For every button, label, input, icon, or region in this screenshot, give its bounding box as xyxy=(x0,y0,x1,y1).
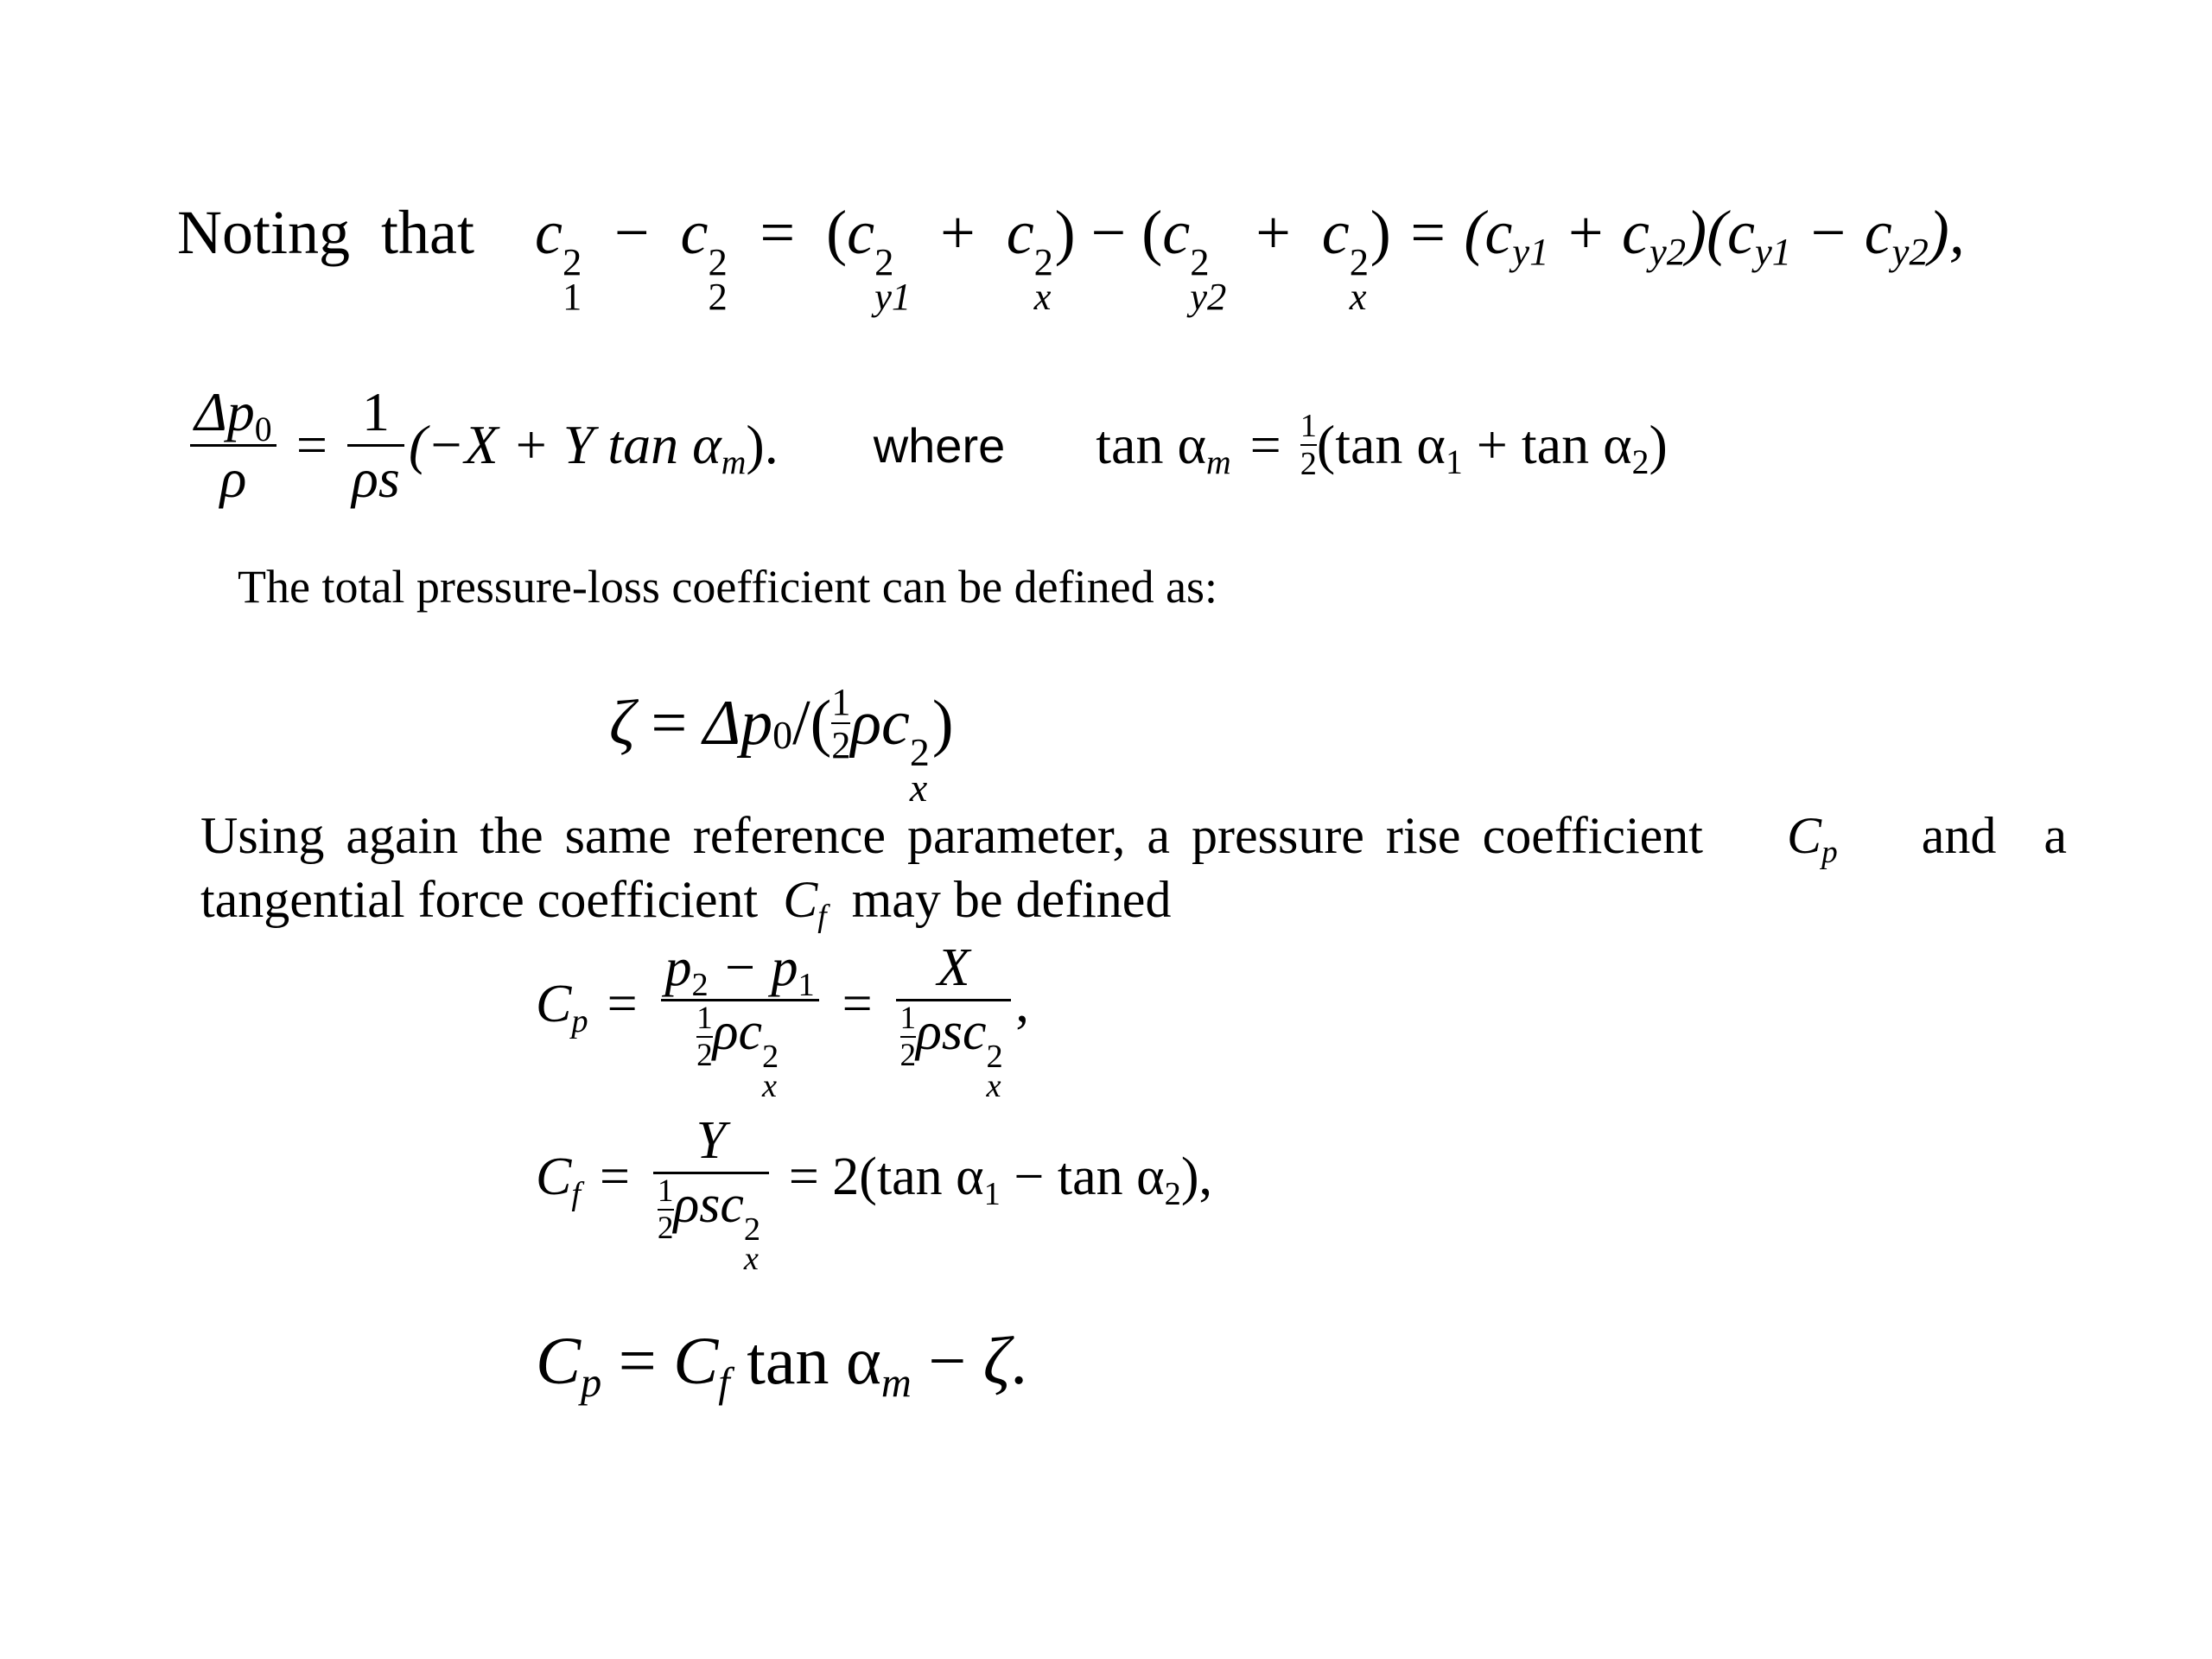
zeta-definition: ζ = Δp $_0$ /( 1 2 ρc 2 x ) xyxy=(609,680,954,810)
tan-sum: (tan $\alpha_1 + \tan \alpha_2$) xyxy=(1316,414,1668,481)
tan-alpha-m: $\tan \alpha_m$ xyxy=(1096,414,1231,481)
paragraph-line-2: tangential force coefficient xyxy=(200,871,759,928)
cf-symbol: $C_f$ xyxy=(783,871,827,935)
c2-squared: c 2 2 xyxy=(680,198,728,318)
y-force-fraction: Y $\frac{1}{2}$ ρsc 2 x xyxy=(653,1110,769,1244)
equals-sign-2: = xyxy=(1249,414,1281,476)
cy1-squared: c 2 y1 xyxy=(847,198,912,318)
may-be-defined: may be defined xyxy=(851,871,1172,928)
close-paren: ) xyxy=(1370,198,1391,267)
cy2-squared: c 2 y2 xyxy=(1162,198,1227,318)
delta-p0-over-rho: $\frac{\Delta p_0}{\rho}$ xyxy=(190,380,276,510)
plus-sign: + xyxy=(925,198,991,267)
cf-equation: $C_f$ = Y $\frac{1}{2}$ ρsc 2 x = 2(tan $\alpha_1 - \tan \alpha_2$), xyxy=(536,1111,1212,1278)
one-over-rho-s: $\frac{1}{\rho s}$ xyxy=(347,380,404,510)
one-half: 1 2 xyxy=(1300,407,1317,483)
cx-squared: c 2 x xyxy=(1006,198,1053,318)
delta-p0-equation xyxy=(186,380,1668,510)
cp-cf-relation: $C_p = C_f$ $\tan \alpha_m - \zeta$. xyxy=(536,1323,1027,1406)
and-a: and a xyxy=(1921,807,2067,864)
pressure-loss-intro: The total pressure-loss coefficient can be defined as: xyxy=(238,561,1218,613)
minus-sign: − xyxy=(598,198,665,267)
plus-sign-2: + xyxy=(1240,198,1306,267)
cp-symbol: $C_p$ xyxy=(1787,807,1838,871)
open-paren: ( xyxy=(826,198,848,267)
force-expression: (−X + Y $\tan \alpha_m$). xyxy=(409,414,779,481)
noting-that-label: Noting that xyxy=(177,198,474,267)
cp-equation: $C_p$ = $p_2 - p_1$ $\frac{1}{2}$ ρc 2 x = X $\frac{1}{2}$ ρsc 2 x , xyxy=(536,938,1029,1105)
minus-paren: ) − ( xyxy=(1054,198,1163,267)
coefficients-paragraph xyxy=(200,804,2067,935)
c1-squared: c 2 1 xyxy=(534,198,582,318)
equals-sign: = xyxy=(296,414,327,476)
x-force-fraction: X $\frac{1}{2}$ ρsc 2 x xyxy=(896,938,1012,1071)
factored-rhs: = $(c_{y1} + c_{y2})(c_{y1} - c_{y2})$, xyxy=(1406,198,1965,274)
equals-sign: = xyxy=(744,198,811,267)
paragraph-line-1: Using again the same reference parameter, a pressure rise coefficient xyxy=(200,807,1703,864)
noting-that-equation xyxy=(177,197,1965,318)
one-half: 1 2 xyxy=(831,680,851,767)
pressure-diff-fraction: $p_2 - p_1$ $\frac{1}{2}$ ρc 2 x xyxy=(661,938,819,1071)
where-label: where xyxy=(873,417,1006,473)
cx-squared-2: c 2 x xyxy=(1321,198,1370,318)
